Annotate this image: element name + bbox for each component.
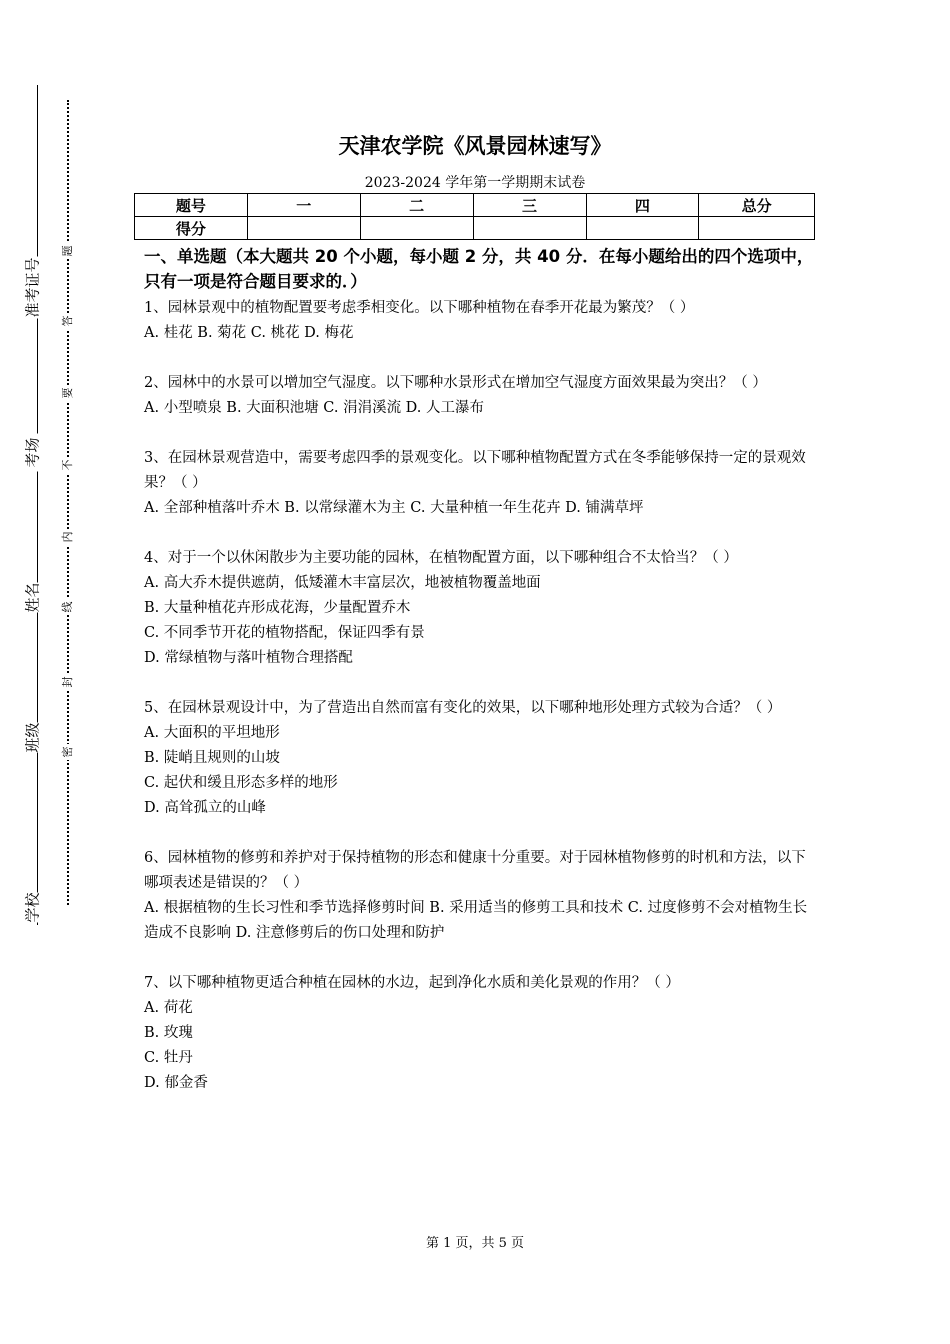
question-options: A. 根据植物的生长习性和季节选择修剪时间 B. 采用适当的修剪工具和技术 C. 过度修剪不会对植物生长造成不良影响 D. 注意修剪后的伤口处理和防护: [144, 900, 808, 941]
binding-solid-line: [37, 85, 38, 925]
question-options: A. 小型喷泉 B. 大面积池塘 C. 涓涓溪流 D. 人工瀑布: [144, 400, 485, 416]
score-header-cell: 一: [247, 194, 360, 217]
exam-room-field-label: 考场: [26, 434, 41, 472]
question-6: [144, 846, 818, 946]
question-2: [144, 371, 818, 421]
question-option: A. 荷花: [144, 1000, 193, 1016]
question-option: D. 常绿植物与落叶植物合理搭配: [144, 650, 353, 666]
question-options: A. 全部种植落叶乔木 B. 以常绿灌木为主 C. 大量种植一年生花卉 D. 铺满草坪: [144, 500, 644, 516]
seal-char: 内: [61, 529, 75, 545]
question-4: [144, 546, 818, 671]
score-cell: [360, 217, 473, 240]
seal-char: 答: [61, 313, 75, 329]
seal-char: 不: [61, 457, 75, 473]
score-header-cell: 总分: [699, 194, 815, 217]
question-stem: 2、园林中的水景可以增加空气湿度。以下哪种水景形式在增加空气湿度方面效果最为突出？（ ）: [144, 375, 767, 391]
question-stem: 7、以下哪种植物更适合种植在园林的水边，起到净化水质和美化景观的作用？（ ）: [144, 975, 680, 991]
score-cell: [473, 217, 586, 240]
section-heading: 一、单选题（本大题共 20 个小题，每小题 2 分，共 40 分．在每小题给出的四个选项中，只有一项是符合题目要求的．）: [144, 247, 814, 291]
question-3: [144, 446, 818, 521]
seal-dotted-line: [67, 100, 69, 905]
score-header-cell: 二: [360, 194, 473, 217]
seal-char: 线: [61, 599, 75, 615]
question-option: D. 郁金香: [144, 1075, 208, 1091]
seal-char: 题: [61, 243, 75, 259]
score-table: [134, 193, 815, 240]
score-cell: [247, 217, 360, 240]
question-option: A. 大面积的平坦地形: [144, 725, 280, 741]
question-option: B. 玫瑰: [144, 1025, 193, 1041]
question-stem: 5、在园林景观设计中，为了营造出自然而富有变化的效果，以下哪种地形处理方式较为合适？（ ）: [144, 700, 782, 716]
page-footer: 第 1 页，共 5 页: [425, 1236, 525, 1251]
question-5: [144, 696, 818, 821]
question-options: A. 桂花 B. 菊花 C. 桃花 D. 梅花: [144, 325, 354, 341]
seal-char: 封: [61, 674, 75, 690]
score-header-cell: 四: [586, 194, 699, 217]
admission-number-field-label: 准考证号: [23, 257, 42, 318]
score-header-row: [135, 194, 815, 217]
score-row-label: 得分: [135, 217, 248, 240]
exam-subtitle: 2023-2024 学年第一学期期末试卷: [364, 175, 586, 191]
question-stem: 3、在园林景观营造中，需要考虑四季的景观变化。以下哪种植物配置方式在冬季能够保持一定的景观效果？（ ）: [144, 450, 806, 491]
question-stem: 4、对于一个以休闲散步为主要功能的园林，在植物配置方面，以下哪种组合不太恰当？（ ）: [144, 550, 738, 566]
seal-char: 密: [61, 744, 75, 760]
question-option: C. 起伏和缓且形态多样的地形: [144, 775, 338, 791]
question-option: D. 高耸孤立的山峰: [144, 800, 266, 816]
name-field-label: 姓名: [23, 582, 42, 613]
question-1: [144, 296, 818, 346]
exam-title: 天津农学院《风景园林速写》: [338, 134, 612, 158]
score-cell: [586, 217, 699, 240]
score-value-row: [135, 217, 815, 240]
question-option: B. 陡峭且规则的山坡: [144, 750, 280, 766]
question-stem: 6、园林植物的修剪和养护对于保持植物的形态和健康十分重要。对于园林植物修剪的时机和方法，以下哪项表述是错误的？（ ）: [144, 850, 806, 891]
question-option: C. 牡丹: [144, 1050, 193, 1066]
question-7: [144, 971, 818, 1096]
seal-char: 要: [61, 385, 75, 401]
question-option: C. 不同季节开花的植物搭配，保证四季有景: [144, 625, 425, 641]
score-header-cell: 题号: [135, 194, 248, 217]
binding-margin: [0, 0, 110, 1344]
question-stem: 1、园林景观中的植物配置要考虑季相变化。以下哪种植物在春季开花最为繁茂？（ ）: [144, 300, 695, 316]
question-option: A. 高大乔木提供遮荫，低矮灌木丰富层次，地被植物覆盖地面: [144, 575, 541, 591]
school-field-label: 学校: [23, 892, 42, 923]
exam-content: [144, 244, 818, 1121]
score-cell: [699, 217, 815, 240]
question-option: B. 大量种植花卉形成花海，少量配置乔木: [144, 600, 411, 616]
score-header-cell: 三: [473, 194, 586, 217]
class-field-label: 班级: [23, 722, 42, 753]
